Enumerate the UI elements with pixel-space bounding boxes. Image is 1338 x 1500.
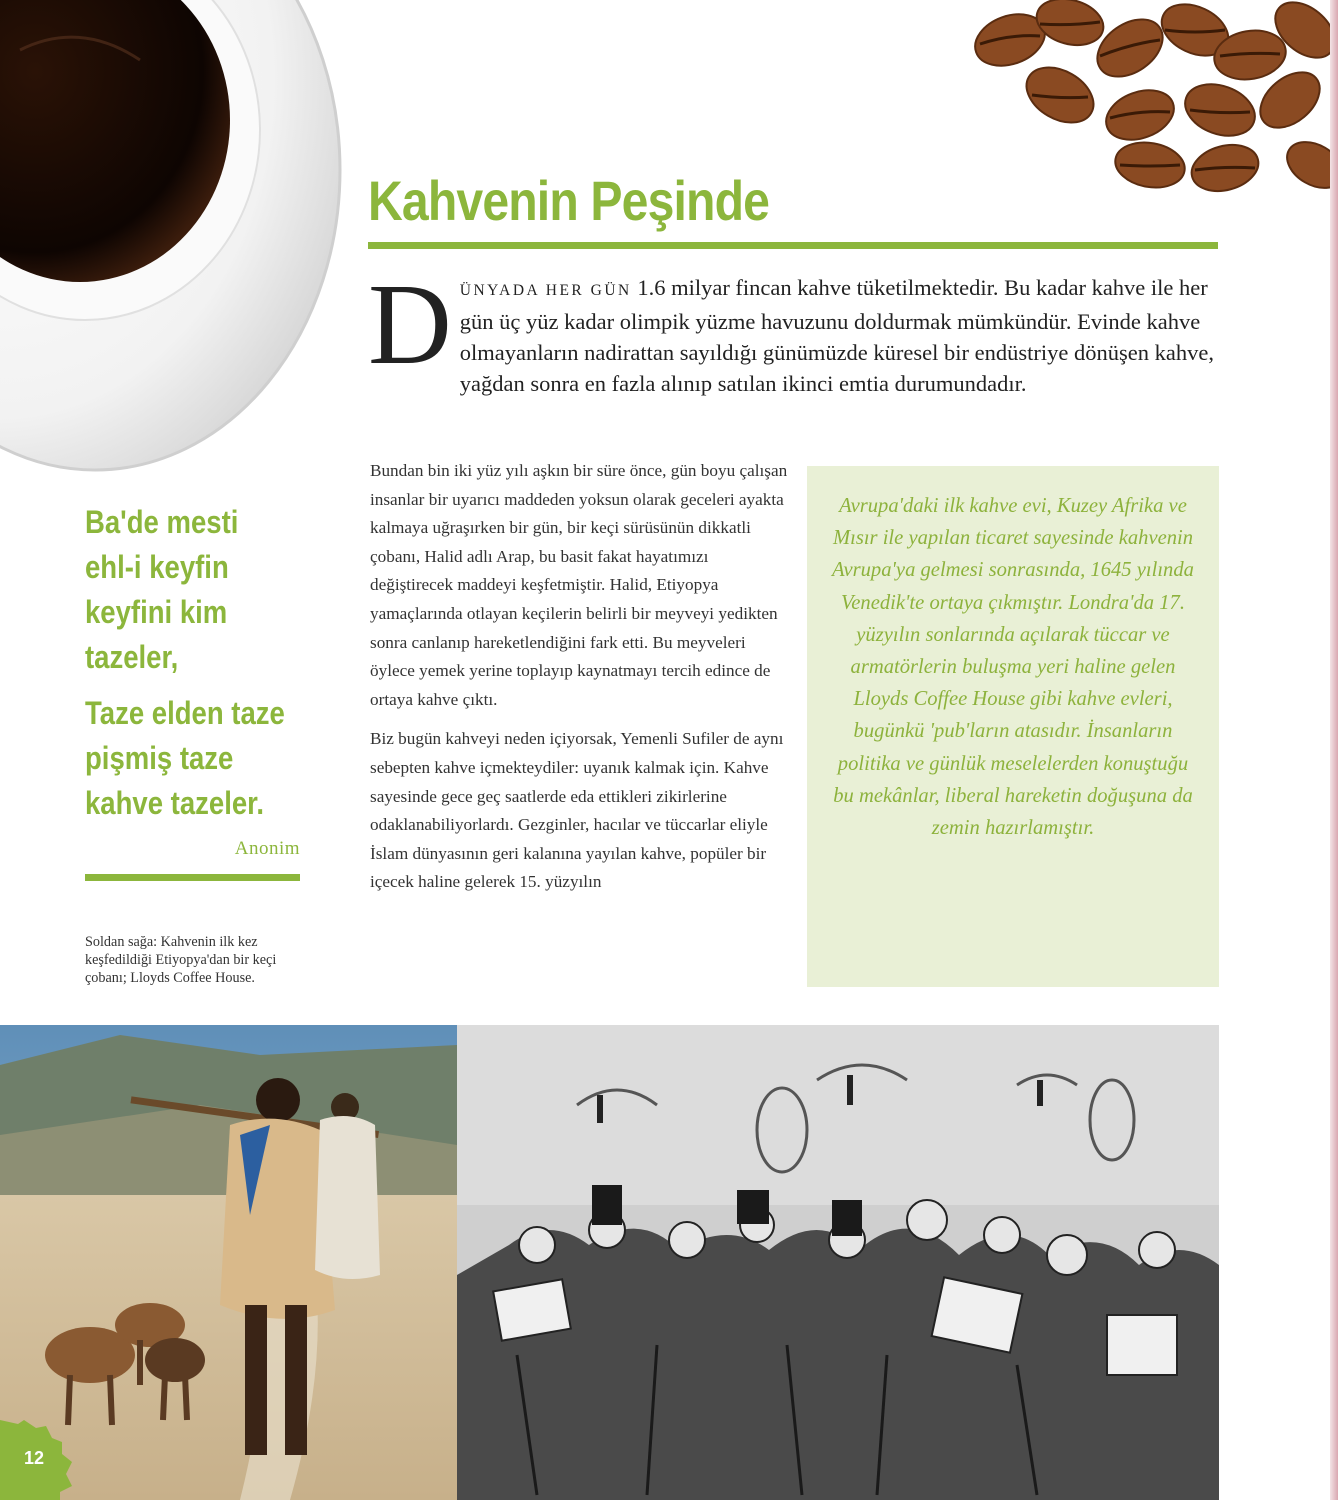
- page-number-badge: [0, 1420, 78, 1500]
- pull-quote: [85, 500, 285, 826]
- title-divider: [368, 242, 1218, 249]
- quote-line: ehl-i keyfin: [85, 549, 229, 585]
- intro-smallcaps: ÜNYADA HER GÜN: [459, 282, 632, 299]
- quote-line: Ba'de mesti: [85, 504, 239, 540]
- body-paragraph-2: Biz bugün kahveyi neden içiyorsak, Yemenli Sufiler de aynı sebepten kahve içmekteydiler: uyanık kalmak için. Kahve sayesinde gece geç saatlerde eda ettikleri zikirlerine odaklanabiliyorlardı. Gezginler, hacılar ve tüccarlar eliyle İslam dünyasının geri kalanına yayılan kahve, popüler bir içecek haline gelerek 15. yüzyılın: [370, 729, 784, 892]
- body-text-column: [370, 457, 790, 908]
- coffee-beans-photo: [920, 0, 1338, 200]
- sidebar-box: [807, 466, 1219, 987]
- quote-line: kahve tazeler.: [85, 785, 265, 821]
- intro-text: 1.6 milyar fincan kahve tüketilmektedir. Bu kadar kahve ile her gün üç yüz kadar olimpik yüzme havuzunu doldurmak mümkündür. Evinde kahve olmayanların nadirattan sayıldığı günümüzde küresel bir endüstriye dönüşen kahve, yağdan sonra en fazla alınıp satılan ikinci emtia durumundadır.: [459, 275, 1214, 396]
- quote-author: Anonim: [234, 838, 300, 859]
- page-edge: [1330, 0, 1338, 1500]
- drop-cap: D: [368, 261, 452, 389]
- photo-caption: Soldan sağa: Kahvenin ilk kez keşfedildiği Etiyopya'dan bir keçi çobanı; Lloyds Coffee House.: [85, 934, 277, 986]
- coffee-cup-photo: [0, 0, 345, 480]
- quote-line: pişmiş taze: [85, 740, 234, 776]
- quote-line: Taze elden taze: [85, 695, 285, 731]
- quote-gap: [85, 680, 270, 691]
- sidebar-text: Avrupa'daki ilk kahve evi, Kuzey Afrika ve Mısır ile yapılan ticaret sayesinde kahvenin Avrupa'ya gelmesi sonrasında, 1645 yılında Venedik'te ortaya çıkmıştır. Londra'da 17. yüzyılın sonlarında açılarak tüccar ve armatörlerin buluşma yeri haline gelen Lloyds Coffee House gibi kahve evleri, bugünkü 'pub'ların atasıdır. İnsanların politika ve günlük meselelerden konuştuğu bu mekânlar, liberal hareketin doğuşuna da zemin hazırlamıştır.: [832, 495, 1194, 840]
- page-title: Kahvenin Peşinde: [368, 169, 770, 232]
- intro-paragraph: [368, 261, 1220, 399]
- page-number: 12: [24, 1448, 45, 1468]
- quote-line: keyfini kim: [85, 594, 228, 630]
- body-paragraph-1: Bundan bin iki yüz yılı aşkın bir süre önce, gün boyu çalışan insanlar bir uyarıcı maddeden yoksun olarak geceleri ayakta kalmaya uğraşırken bir gün, bir keçi sürüsünün dikkatli çobanı, Halid adlı Arap, bu basit fakat hayatımızı değiştirecek maddeyi keşfetmiştir. Halid, Etiyopya yamaçlarında otlayan keçilerin belirli bir meyveyi yedikten sonra canlanıp hareketlendiğini fark etti. Bu meyveleri öylece yemek yerine toplayıp kaynatmayı tercih edince de ortaya kahve çıktı.: [370, 461, 788, 709]
- quote-divider: [85, 874, 300, 881]
- quote-line: tazeler,: [85, 639, 179, 675]
- lloyds-coffee-house-engraving: [457, 1025, 1219, 1500]
